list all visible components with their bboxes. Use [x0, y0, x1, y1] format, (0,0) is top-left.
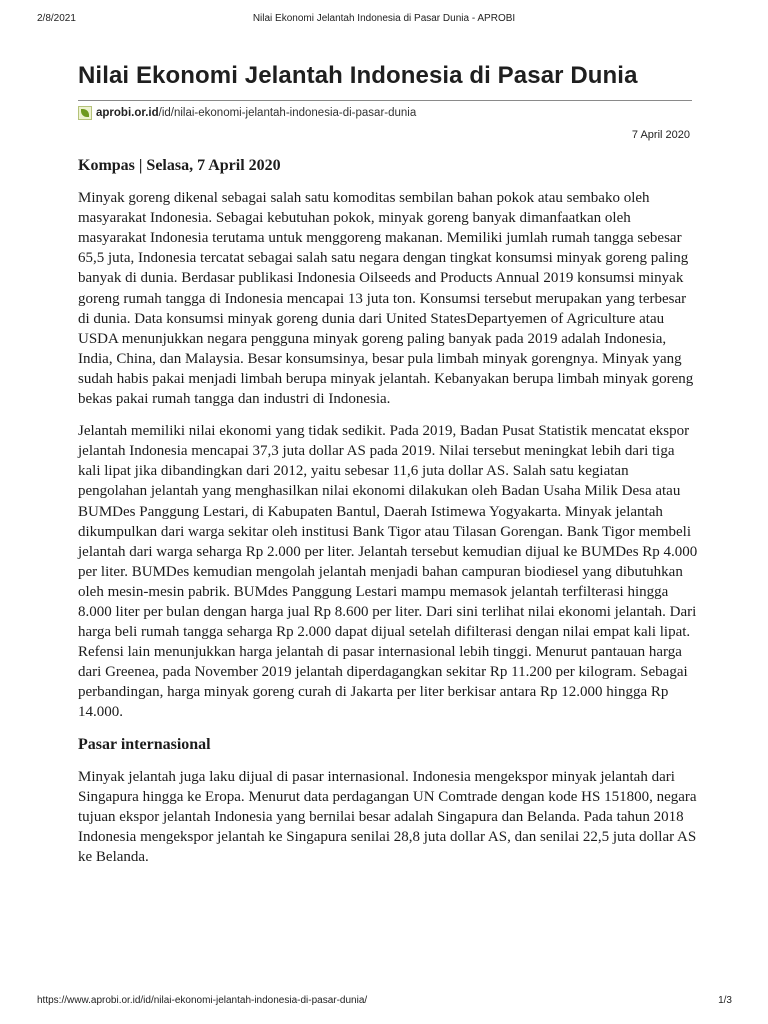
- article-title: Nilai Ekonomi Jelantah Indonesia di Pasar Dunia: [78, 62, 638, 89]
- source-path[interactable]: /id/nilai-ekonomi-jelantah-indonesia-di-pasar-dunia: [158, 107, 417, 119]
- paragraph: Minyak goreng dikenal sebagai salah satu komoditas sembilan bahan pokok atau sembako oleh masyarakat Indonesia. Sebagai kebutuhan pokok, minyak goreng banyak dimanfaatkan oleh masyarakat Indonesia terutama untuk menggoreng makanan. Memiliki jumlah rumah tangga sebesar 65,5 juta, Indonesia tercatat sebagai salah satu negara dengan tingkat konsumsi minyak goreng paling banyak di dunia. Berdasar publikasi Indonesia Oilseeds and Products Annual 2019 konsumsi minyak goreng rumah tangga di Indonesia mencapai 13 juta ton. Konsumsi tersebut merupakan yang terbesar di dunia. Data konsumsi minyak goreng dunia dari United StatesDepartyemen of Agriculture atau USDA menunjukkan negara pengguna minyak goreng paling banyak pada 2019 adalah Indonesia, India, China, dan Malaysia. Besar konsumsinya, besar pula limbah minyak gorengnya. Minyak yang sudah habis pakai menjadi limbah berupa minyak jelantah. Kebanyakan berupa limbah minyak goreng bekas pakai rumah tangga dan industri di Indonesia.: [78, 190, 694, 408]
- paragraph: Minyak jelantah juga laku dijual di pasar internasional. Indonesia mengekspor minyak jelantah dari Singapura hingga ke Eropa. Menurut data perdagangan UN Comtrade dengan kode HS 151800, negara tujuan ekspor jelantah Indonesia yang bernilai besar adalah Singapura dan Belanda. Pada tahun 2018 Indonesia mengekspor jelantah ke Singapura senilai 28,8 juta dollar AS, dan senilai 22,5 juta dollar AS ke Belanda.: [78, 768, 697, 865]
- aprobi-logo-icon: [78, 106, 92, 120]
- source-link[interactable]: [78, 105, 416, 121]
- section-heading: Pasar internasional: [78, 735, 211, 753]
- print-page-title: Nilai Ekonomi Jelantah Indonesia di Pasar Dunia - APROBI: [252, 13, 516, 24]
- source-domain[interactable]: aprobi.or.id: [96, 107, 159, 119]
- print-date: 2/8/2021: [37, 13, 76, 24]
- print-footer: [0, 995, 768, 1009]
- article-dateline: Kompas | Selasa, 7 April 2020: [78, 157, 281, 174]
- print-header: [0, 13, 768, 27]
- article-date: 7 April 2020: [631, 129, 690, 141]
- print-url: https://www.aprobi.or.id/id/nilai-ekonomi-jelantah-indonesia-di-pasar-dunia/: [37, 995, 368, 1006]
- paragraph: Jelantah memiliki nilai ekonomi yang tidak sedikit. Pada 2019, Badan Pusat Statistik mencatat ekspor jelantah Indonesia mencapai 37,3 juta dollar AS pada 2019. Nilai tersebut meningkat lebih dari tiga kali lipat jika dibandingkan dari 2012, yaitu sebesar 11,6 juta dollar AS. Salah satu kegiatan pengolahan jelantah yang menghasilkan nilai ekonomi dilakukan oleh Badan Usaha Milik Desa atau BUMDes Panggung Lestari, di Kabupaten Bantul, Daerah Istimewa Yogyakarta. Minyak jelantah dikumpulkan dari warga sekitar oleh institusi Bank Tigor atau Tilasan Gorengan. Bank Tigor membeli jelantah dari warga seharga Rp 2.000 per liter. Jelantah tersebut kemudian dijual ke BUMDes Rp 4.000 per liter. BUMDes kemudian mengolah jelantah menjadi bahan campuran biodiesel yang dibutuhkan oleh mesin-mesin pabrik. BUMdes Panggung Lestari mampu memasok jelantah terfilterasi hingga 8.000 liter per bulan dengan harga jual Rp 8.600 per liter. Dari sini terlihat nilai ekonomi jelantah. Dari harga beli rumah tangga seharga Rp 2.000 dapat dijual setelah difilterasi dengan nilai empat kali lipat. Refensi lain menunjukkan harga jelantah di pasar internasional lebih tinggi. Menurut pantauan harga dari Greenea, pada November 2019 jelantah diperdagangkan sekitar Rp 11.200 per kilogram. Sebagai perbandingan, harga minyak goreng curah di Jakarta per liter berkisar antara Rp 12.000 hingga Rp 14.000.: [78, 423, 698, 721]
- title-divider: [78, 100, 692, 101]
- article-body: [78, 156, 698, 879]
- page-number: 1/3: [718, 995, 732, 1006]
